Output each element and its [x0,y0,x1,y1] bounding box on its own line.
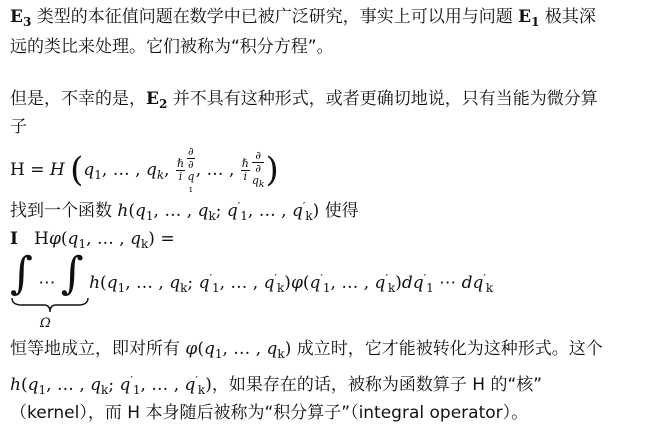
integral-sign: ∫ [10,248,33,299]
omega-label: Ω [40,316,51,331]
symbol-E1: $E_1$ [518,7,540,29]
equation-integral: ∫ ⋯ ∫ $h(q_1$, … , $q_k$; $q'_1$, … , $q'_k)\varphi(q'_1$, … , $q'_k)dq'_1$ ⋯ $dq'_k$ [10,248,494,299]
text-line-4: 子 [10,117,27,137]
text-line-10: $h(q_1$, … , $q_k$; $q'_1$, … , $q'_k$)，如果存在的话，被称为函数算子 H 的“核” [10,374,543,397]
symbol-E2: $E_2$ [146,89,168,111]
text-line-2: 远的类比来处理。它们被称为“积分方程”。 [10,37,334,57]
function-h: $h(q_1$, … , $q_k$; $q'_1$, … , $q'_k$) [117,200,320,223]
text-line-3: 但是，不幸的是，$E_2$ 并不具有这种形式，或者更确切地说，只有当能为微分算 [10,89,598,111]
underbrace [10,296,90,314]
equation-line-I: I $H\varphi(q_1$, … , $q_k$) = [10,229,175,251]
text-line-11: （kernel），而 H 本身随后被称为“积分算子”（integral operator）。 [10,403,529,423]
text-line-6: 找到一个函数 $h(q_1$, … , $q_k$; $q'_1$, … , $q'_k$) 使得 [10,200,359,223]
symbol-E3: $E_3$ [10,7,32,29]
operator-H: H [10,160,25,180]
text-line-1: $E_3$ 类型的本征值问题在数学中已被广泛研究，事实上可以用与问题 $E_1$ 极其深 [10,7,596,29]
text-line-9: 恒等地成立，即对所有 $\varphi(q_1$, … , $q_k$) 成立时，它才能被转化为这种形式。这个 [10,339,603,361]
equation-H-operator: H = H ($q_1$, … , $q_k$, $\frac{\text{ℏ}}{i}$ ∂ ∂ q ₁ , … , $\frac{\text{ℏ}}{i}$ ∂ ∂ $q_k$ ) [10,145,279,195]
integral-sign: ∫ [60,248,84,299]
